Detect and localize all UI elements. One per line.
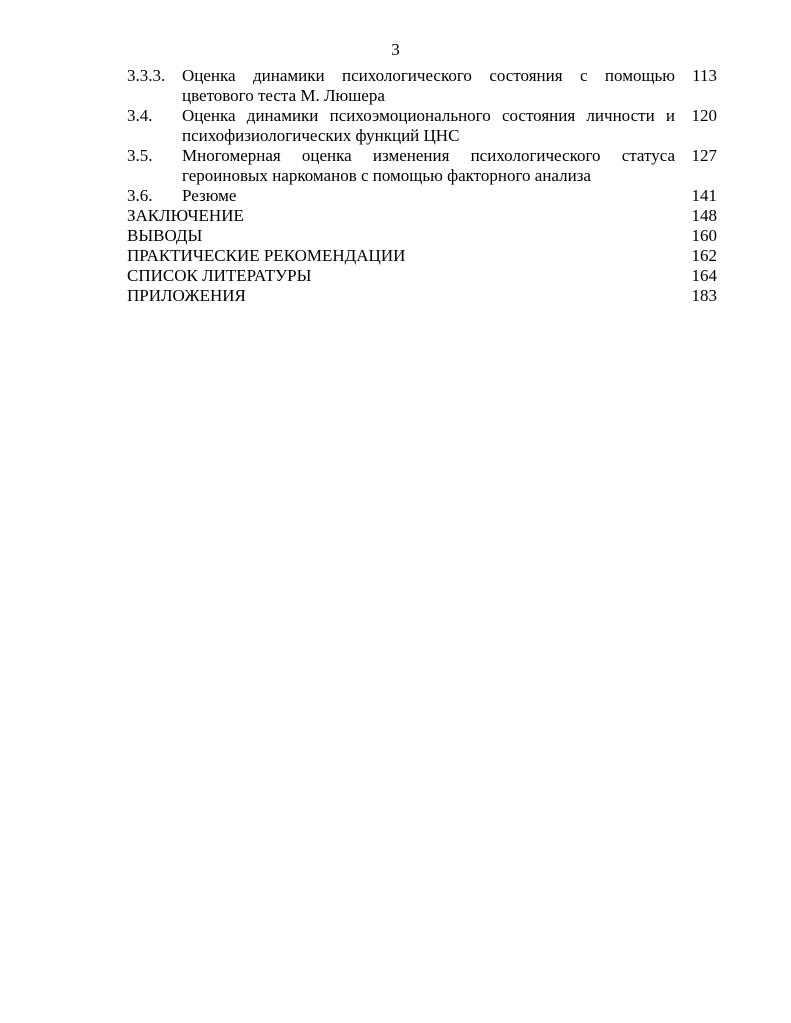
toc-entry-appendices bbox=[127, 286, 717, 306]
toc-entry-title: ВЫВОДЫ bbox=[127, 226, 203, 245]
toc-entry-number: 3.3.3. bbox=[127, 66, 166, 85]
toc-entry-page: 164 bbox=[691, 266, 717, 285]
toc-entry-findings bbox=[127, 226, 717, 246]
toc-entry-page: 113 bbox=[692, 66, 717, 85]
toc-entry-page: 183 bbox=[691, 286, 717, 305]
toc-entry-page: 160 bbox=[691, 226, 717, 245]
toc-entry-page: 127 bbox=[691, 146, 717, 165]
toc-entry-page: 141 bbox=[691, 186, 717, 205]
toc-entry-references bbox=[127, 266, 717, 286]
toc-entry-title: ПРАКТИЧЕСКИЕ РЕКОМЕНДАЦИИ bbox=[127, 246, 406, 265]
toc-entry-page: 120 bbox=[691, 106, 717, 125]
toc-entry-number: 3.6. bbox=[127, 186, 153, 205]
toc-entry-page: 148 bbox=[691, 206, 717, 225]
toc-entry-title: ПРИЛОЖЕНИЯ bbox=[127, 286, 246, 305]
toc-entry-title: Резюме bbox=[182, 186, 237, 205]
toc-entry-recommendations bbox=[127, 246, 717, 266]
toc-entry-number: 3.5. bbox=[127, 146, 153, 165]
toc-entry-3-4 bbox=[127, 106, 717, 146]
toc-entry-title: Оценка динамики психологического состояния с помощью цветового теста М. Люшера bbox=[182, 66, 675, 105]
table-of-contents bbox=[127, 66, 717, 306]
toc-entry-title: ЗАКЛЮЧЕНИЕ bbox=[127, 206, 244, 225]
toc-entry-3-6 bbox=[127, 186, 717, 206]
toc-entry-3-5 bbox=[127, 146, 717, 186]
toc-entry-title: Оценка динамики психоэмоционального состояния личности и психофизиологических функций ЦНС bbox=[182, 106, 675, 145]
toc-entry-page: 162 bbox=[691, 246, 717, 265]
toc-entry-3-3-3 bbox=[127, 66, 717, 106]
toc-entry-title: СПИСОК ЛИТЕРАТУРЫ bbox=[127, 266, 312, 285]
toc-entry-number: 3.4. bbox=[127, 106, 153, 125]
toc-entry-title: Многомерная оценка изменения психологического статуса героиновых наркоманов с помощью факторного анализа bbox=[182, 146, 675, 185]
page-number: 3 bbox=[391, 40, 400, 59]
toc-entry-conclusion bbox=[127, 206, 717, 226]
